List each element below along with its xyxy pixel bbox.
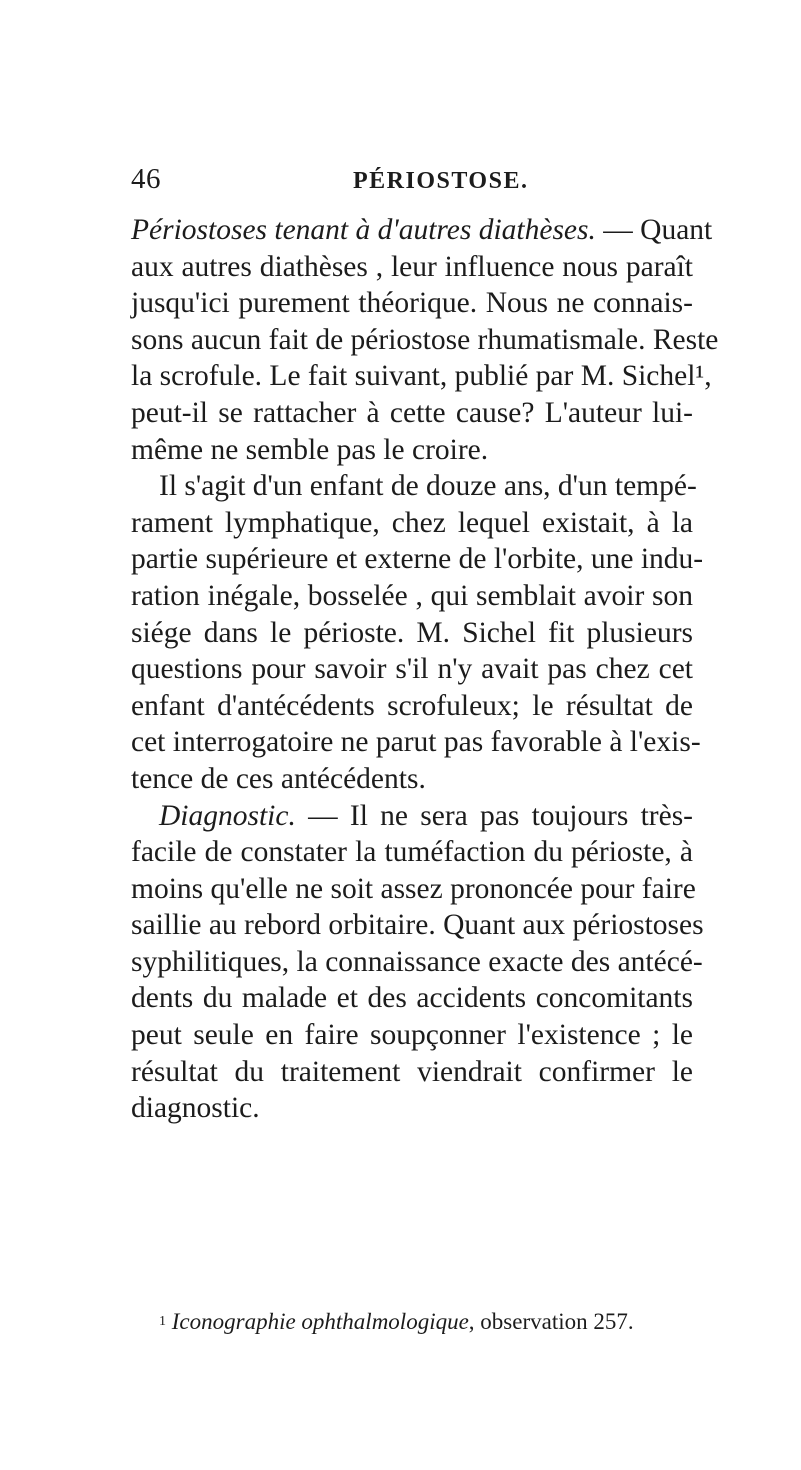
text-run: enfant d'antécédents scrofuleux; le résultat de	[131, 689, 693, 722]
text-line	[131, 505, 693, 542]
text-line	[131, 871, 696, 908]
text-run: sons aucun fait de périostose rhumatismale. Reste	[131, 323, 719, 356]
text-run: partie supérieure et externe de l'orbite, une indu-	[131, 543, 704, 576]
page-number: 46	[131, 163, 161, 195]
text-run: ration inégale, bosselée , qui semblait avoir son	[131, 579, 693, 612]
text-run: la scrofule. Le fait suivant, publié par M. Sichel¹,	[131, 360, 712, 393]
text-run: moins qu'elle ne soit assez prononcée pour faire	[131, 872, 696, 905]
text-line	[131, 249, 693, 286]
text-run: aux autres diathèses , leur influence nous paraît	[131, 250, 693, 283]
text-line	[131, 615, 693, 652]
italic-run: Périostoses tenant à d'autres diathèses.	[131, 214, 596, 246]
text-run: Il s'agit d'un enfant de douze ans, d'un tempé-	[159, 470, 697, 503]
text-line	[131, 1090, 693, 1127]
body-text	[131, 212, 719, 1127]
text-run: même ne semble pas le croire.	[131, 433, 489, 466]
footnote-rest: , observation 257.	[468, 1309, 634, 1334]
text-run: tence de ces antécédents.	[131, 762, 426, 795]
text-line	[131, 798, 693, 835]
text-line	[131, 980, 693, 1017]
text-line	[131, 761, 693, 798]
text-run: rament lymphatique, chez lequel existait, à la	[131, 506, 693, 539]
text-run: jusqu'ici purement théorique. Nous ne connais-	[131, 287, 693, 320]
text-run: dents du malade et des accidents concomitants	[131, 982, 693, 1015]
text-line	[131, 688, 693, 725]
text-line	[131, 322, 719, 359]
text-run: questions pour savoir s'il n'y avait pas chez cet	[131, 653, 693, 686]
text-line	[131, 468, 697, 505]
text-line	[131, 1017, 693, 1054]
footnote	[159, 1308, 634, 1340]
text-run: facile de constater la tuméfaction du périoste, à	[131, 836, 693, 869]
text-line	[131, 724, 701, 761]
text-run: peut-il se rattacher à cette cause? L'auteur lui-	[131, 396, 693, 429]
text-line	[131, 578, 693, 615]
text-run: cet interrogatoire ne parut pas favorable à l'exis-	[131, 726, 701, 759]
text-line	[131, 358, 712, 395]
text-line	[131, 285, 693, 322]
text-line	[131, 432, 693, 469]
text-run: siége dans le périoste. M. Sichel fit plusieurs	[131, 616, 693, 649]
text-run: peut seule en faire soupçonner l'existence ; le	[131, 1019, 693, 1052]
text-line	[131, 395, 693, 432]
text-run: saillie au rebord orbitaire. Quant aux périostoses	[131, 909, 704, 942]
text-run: syphilitiques, la connaissance exacte des antécé-	[131, 945, 703, 978]
text-run: résultat du traitement viendrait confirmer le	[131, 1055, 693, 1088]
text-line	[131, 1054, 693, 1091]
footnote-marker: 1	[159, 1314, 166, 1329]
text-run: — Quant	[603, 214, 713, 246]
text-line	[131, 651, 693, 688]
text-line	[131, 541, 704, 578]
text-line	[131, 944, 703, 981]
page-header	[131, 163, 691, 197]
text-run: — Il ne sera pas toujours très-	[308, 799, 693, 832]
running-title: PÉRIOSTOSE.	[353, 168, 529, 194]
text-run: diagnostic.	[131, 1092, 260, 1125]
text-line	[131, 907, 704, 944]
text-line	[131, 212, 713, 249]
italic-run: Diagnostic.	[159, 799, 296, 832]
footnote-title: Iconographie ophthalmologique	[171, 1309, 469, 1334]
text-line	[131, 834, 693, 871]
